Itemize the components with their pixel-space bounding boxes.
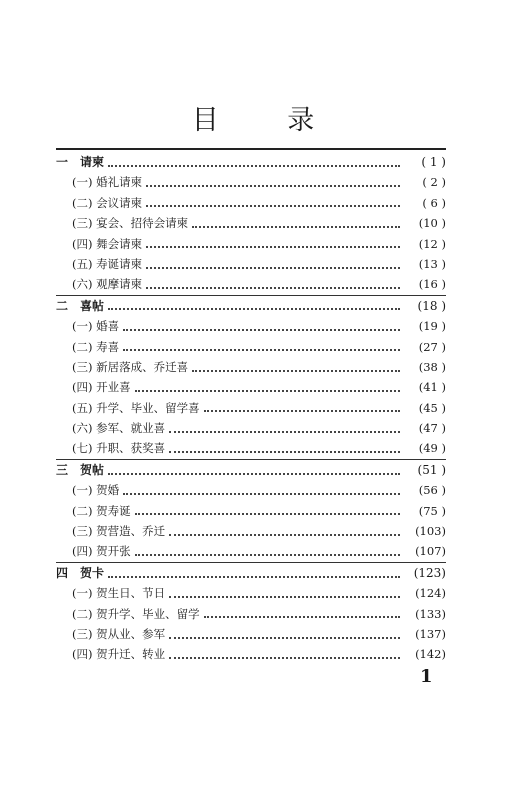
item-page: (124) <box>415 586 446 601</box>
page-number: 1 <box>420 666 433 687</box>
toc-item[interactable] <box>56 418 446 438</box>
page-title: 目 录 <box>191 105 345 136</box>
toc-item[interactable] <box>56 624 446 644</box>
section-label: 贺卡 <box>80 565 105 580</box>
dot-leader <box>135 512 400 515</box>
item-label: (一) 婚喜 <box>72 319 120 334</box>
section-label: 贺帖 <box>80 462 105 477</box>
toc-item[interactable] <box>56 316 446 336</box>
item-page: (49 ) <box>418 441 446 456</box>
item-label: (三) 宴会、招待会请柬 <box>72 216 189 231</box>
item-label: (四) 舞会请柬 <box>72 236 143 251</box>
dot-leader <box>135 553 400 556</box>
item-label: (一) 婚礼请柬 <box>72 175 143 190</box>
item-label: (三) 贺营造、乔迁 <box>72 524 166 539</box>
item-page: (41 ) <box>418 380 446 395</box>
item-page: (56 ) <box>418 483 446 498</box>
toc-item[interactable] <box>56 583 446 603</box>
toc-item[interactable] <box>56 438 446 458</box>
toc-item[interactable] <box>56 501 446 521</box>
toc-item[interactable] <box>56 172 446 192</box>
item-page: (38 ) <box>418 359 446 374</box>
item-label: (一) 贺生日、节日 <box>72 586 166 601</box>
item-label: (三) 贺从业、参军 <box>72 626 166 641</box>
item-page: (133) <box>415 606 446 621</box>
dot-leader <box>192 369 400 372</box>
section-label: 喜帖 <box>80 298 105 313</box>
dot-leader <box>146 204 400 207</box>
dot-leader <box>146 245 400 248</box>
item-page: (45 ) <box>418 400 446 415</box>
item-page: (142) <box>415 647 446 662</box>
item-label: (六) 参军、就业喜 <box>72 421 166 436</box>
toc-item[interactable] <box>56 398 446 418</box>
dot-leader <box>169 430 400 433</box>
item-label: (三) 新居落成、乔迁喜 <box>72 359 189 374</box>
item-page: (13 ) <box>418 256 446 271</box>
item-label: (二) 寿喜 <box>72 339 120 354</box>
item-page: (19 ) <box>418 319 446 334</box>
item-page: (75 ) <box>418 503 446 518</box>
table-of-contents <box>56 152 446 665</box>
toc-item[interactable] <box>56 604 446 624</box>
item-label: (四) 贺开张 <box>72 544 131 559</box>
section-page: ( 1 ) <box>421 155 446 169</box>
item-page: (103) <box>415 524 446 539</box>
section-label: 请柬 <box>80 155 105 169</box>
toc-item[interactable] <box>56 357 446 377</box>
item-label: (二) 会议请柬 <box>72 195 143 210</box>
section-page: (18 ) <box>417 298 446 313</box>
toc-item[interactable] <box>56 521 446 541</box>
dot-leader <box>192 225 400 228</box>
item-page: (137) <box>415 626 446 641</box>
section-number: 二 <box>56 298 69 313</box>
dot-leader <box>204 615 400 618</box>
item-page: (27 ) <box>418 339 446 354</box>
dot-leader <box>108 164 400 167</box>
dot-leader <box>108 472 400 475</box>
dot-leader <box>169 595 400 598</box>
section-number: 四 <box>56 565 69 580</box>
item-page: ( 2 ) <box>422 175 446 190</box>
dot-leader <box>123 492 400 495</box>
dot-leader <box>108 307 400 310</box>
item-page: (12 ) <box>418 236 446 251</box>
item-page: (10 ) <box>418 216 446 231</box>
item-page: (16 ) <box>418 277 446 292</box>
item-page: (47 ) <box>418 421 446 436</box>
item-label: (四) 开业喜 <box>72 380 131 395</box>
toc-item[interactable] <box>56 234 446 254</box>
item-label: (五) 寿诞请柬 <box>72 256 143 271</box>
dot-leader <box>123 328 400 331</box>
dot-leader <box>169 636 400 639</box>
dot-leader <box>169 450 400 453</box>
toc-section[interactable] <box>56 563 446 583</box>
item-page: ( 6 ) <box>422 195 446 210</box>
toc-section[interactable] <box>56 460 446 480</box>
item-page: (107) <box>415 544 446 559</box>
item-label: (六) 观摩请柬 <box>72 277 143 292</box>
toc-item[interactable] <box>56 254 446 274</box>
toc-item[interactable] <box>56 480 446 500</box>
item-label: (五) 升学、毕业、留学喜 <box>72 400 200 415</box>
toc-item[interactable] <box>56 193 446 213</box>
toc-item[interactable] <box>56 541 446 561</box>
toc-item[interactable] <box>56 213 446 233</box>
toc-item[interactable] <box>56 377 446 397</box>
section-number: 一 <box>56 155 69 169</box>
item-label: (二) 贺升学、毕业、留学 <box>72 606 200 621</box>
toc-item[interactable] <box>56 644 446 664</box>
dot-leader <box>146 184 400 187</box>
item-label: (四) 贺升迁、转业 <box>72 647 166 662</box>
dot-leader <box>146 266 400 269</box>
dot-leader <box>123 348 400 351</box>
toc-item[interactable] <box>56 337 446 357</box>
dot-leader <box>146 286 400 289</box>
toc-section[interactable] <box>56 152 446 172</box>
dot-leader <box>169 533 400 536</box>
item-label: (一) 贺婚 <box>72 483 120 498</box>
item-label: (七) 升职、获奖喜 <box>72 441 166 456</box>
toc-item[interactable] <box>56 274 446 294</box>
section-page: (123) <box>413 565 446 580</box>
title-divider <box>56 148 446 150</box>
dot-leader <box>135 389 400 392</box>
toc-section[interactable] <box>56 296 446 316</box>
dot-leader <box>169 656 400 659</box>
section-page: (51 ) <box>417 462 446 477</box>
item-label: (二) 贺寿诞 <box>72 503 131 518</box>
section-number: 三 <box>56 462 69 477</box>
dot-leader <box>204 409 400 412</box>
dot-leader <box>108 575 400 578</box>
